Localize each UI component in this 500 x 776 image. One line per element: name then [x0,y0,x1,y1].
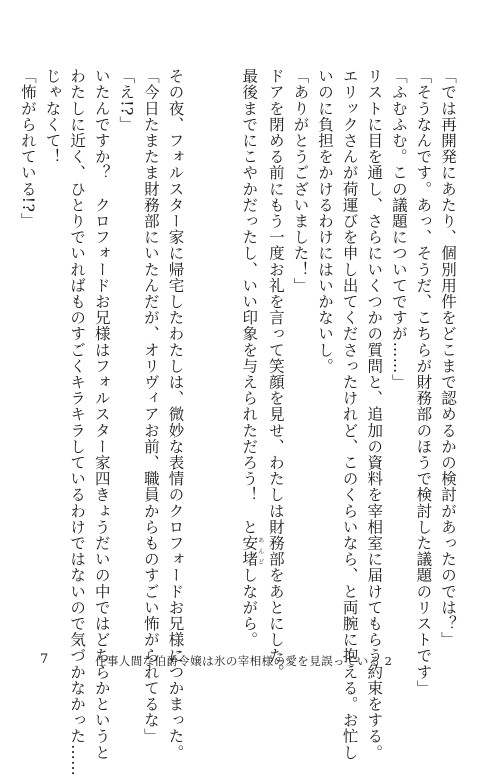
text-line: じゃなくて！ [43,68,62,165]
text-line: リストに目を通し、さらにいくつかの質問と、追加の資料を宰相室に届けてもらう約束をする。 [365,68,384,761]
ruby-base: 安堵 [240,534,259,568]
text-line: 「ありがとうございました！」 [291,68,310,294]
page-number: 7 [40,652,49,667]
text-line: その夜、フォルスター家に帰宅したわたしは、微妙な表情のクロフォードお兄様につかまった。 [166,68,185,761]
text-line: いたんですか？ クロフォードお兄様はフォルスター家四きょうだいの中ではどちらかというと [92,68,111,761]
text-segment: しながら。 [240,567,259,648]
text-line: 「今日たまたま財務部にいたんだが、オリヴィアお前、職員からものすごい怖がられてるな」 [141,68,160,745]
text-line: エリックさんが荷運びを申し出てくださったけれど、このくらいなら、と両腕に抱える。お忙し [340,68,359,761]
text-line: いのに負担をかけるわけにはいかないし。 [316,68,335,374]
text-line: 「え!?」 [117,68,136,133]
text-line-with-ruby [237,68,264,648]
text-line: 「では再開発にあたり、個別用件をどこまで認めるかの検討があったのでは？」 [439,68,457,648]
text-line: 「ふむふむ。この議題についてですが……」 [389,68,408,390]
text-segment: 最後までにこやかだったし、いい印象を与えられただろう！ と [240,68,259,535]
running-head: 仕事人間な伯爵令嬢は氷の宰相様の愛を見誤っている 2 [95,654,393,668]
text-line: わたしに近く、ひとりでいればものすごくキラキラしているわけではないので気づかなかった…… [68,68,87,776]
ruby-annotation [240,534,264,568]
ruby-reading: あんど [256,534,264,568]
text-line: ドアを閉める前にもう一度お礼を言って笑顔を見せ、わたしは財務部をあとにした。 [266,68,285,680]
text-line: 「そうなんです。あっ、そうだ、こちらが財務部のほうで検討した議題のリストです」 [414,68,433,696]
text-line: 「怖がられている!?」 [18,68,37,229]
